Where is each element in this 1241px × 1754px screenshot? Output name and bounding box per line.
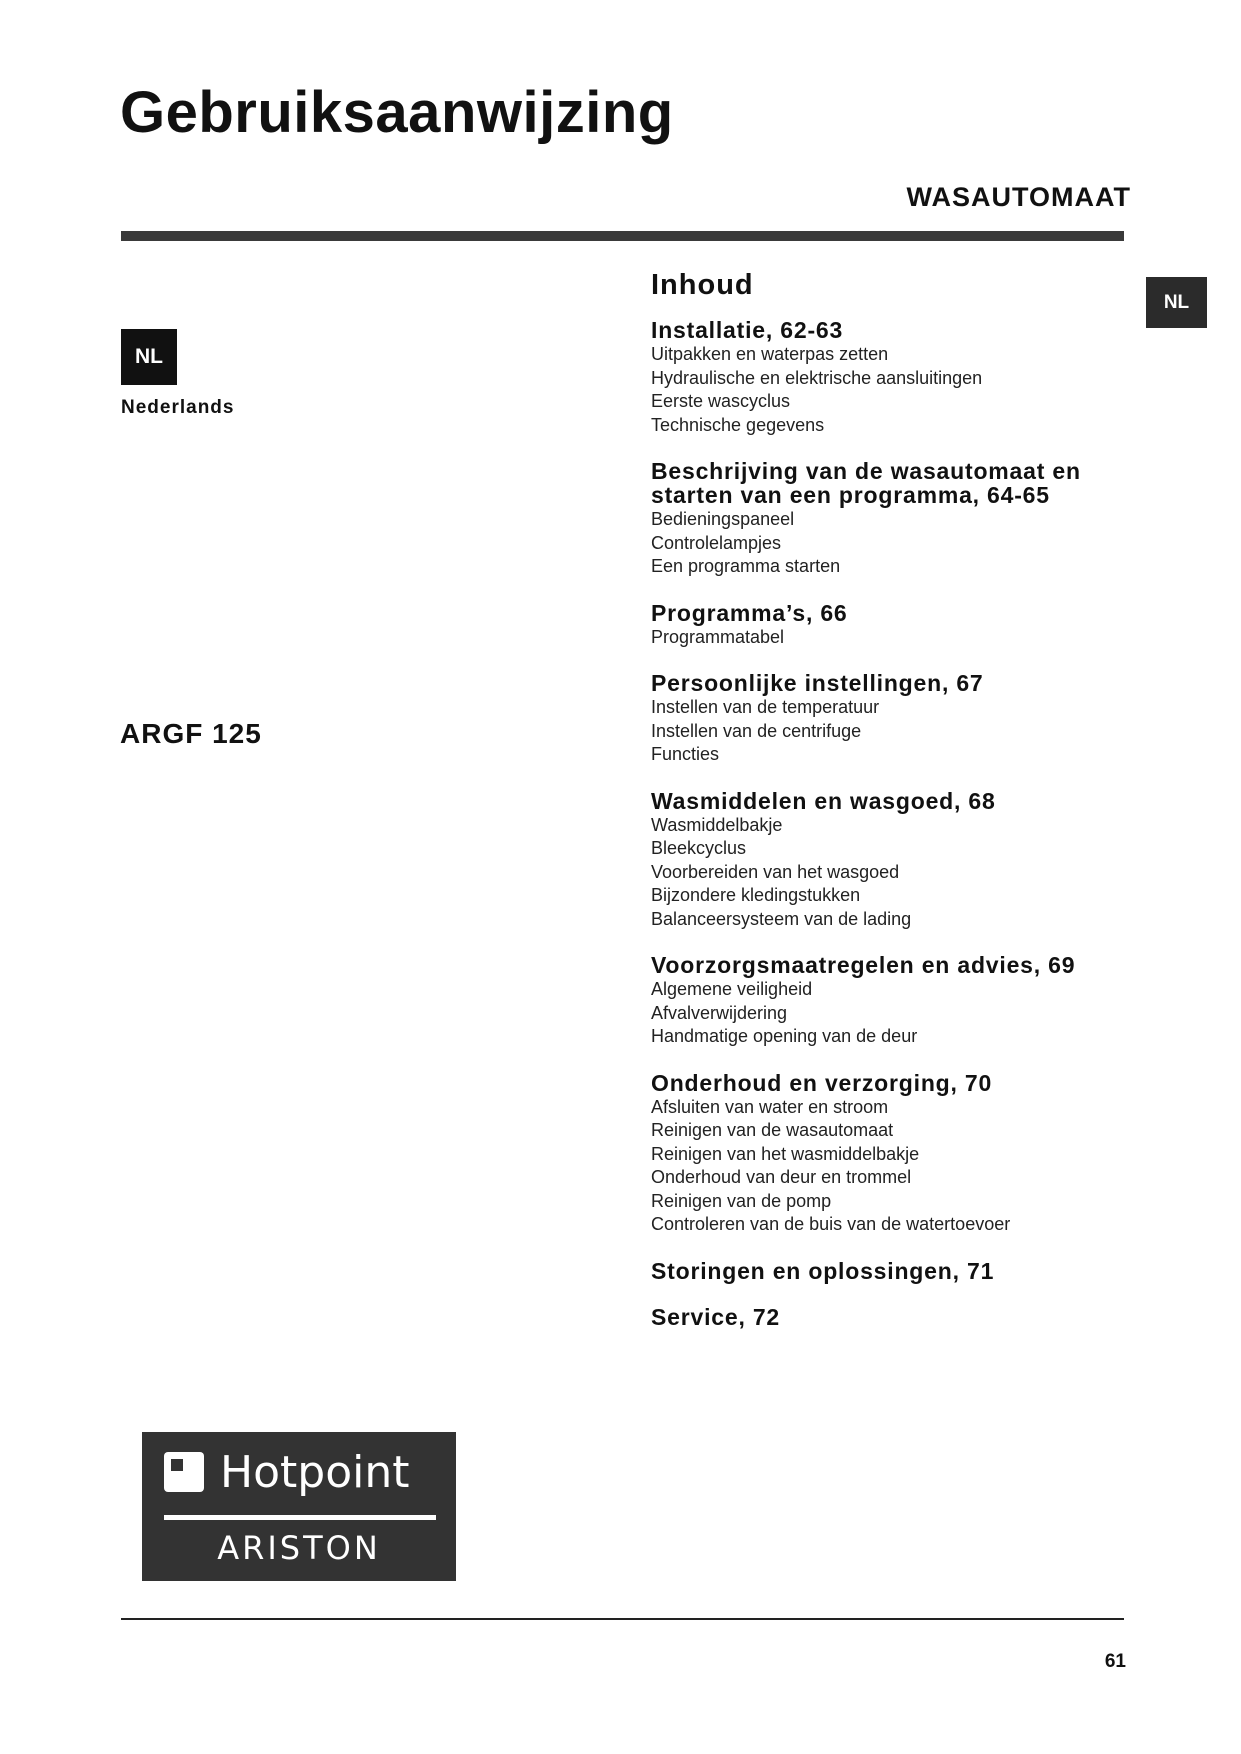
toc-item: Controleren van de buis van de watertoevoer <box>651 1214 1011 1234</box>
toc-section-title: Onderhoud en verzorging, 70 <box>651 1069 993 1096</box>
toc-section-title: Storingen en oplossingen, 71 <box>651 1257 995 1284</box>
footer-divider <box>121 1618 1124 1620</box>
logo-brand-text: Hotpoint <box>220 1447 410 1498</box>
toc-item: Balanceersysteem van de lading <box>651 908 912 929</box>
toc-section-title: Programma’s, 66 <box>651 599 848 626</box>
toc-section <box>651 1071 1151 1237</box>
toc-item: Technische gegevens <box>651 414 825 435</box>
table-of-contents <box>651 268 1151 1351</box>
logo-square-icon <box>164 1452 204 1492</box>
toc-item: Functies <box>651 744 720 764</box>
toc-item: Afsluiten van water en stroom <box>651 1096 889 1117</box>
toc-section <box>651 601 1151 650</box>
toc-item: Uitpakken en waterpas zetten <box>651 344 889 364</box>
toc-section <box>651 953 1151 1049</box>
logo-square-notch <box>171 1459 183 1471</box>
toc-item: Bijzondere kledingstukken <box>651 885 861 905</box>
toc-item: Voorbereiden van het wasgoed <box>651 861 900 882</box>
toc-section-list <box>651 318 1151 1329</box>
logo-divider-line <box>164 1515 436 1520</box>
toc-section <box>651 789 1151 932</box>
toc-item: Onderhoud van deur en trommel <box>651 1167 912 1187</box>
toc-item: Een programma starten <box>651 556 841 576</box>
toc-section-title: Beschrijving van de wasautomaat en starten van een programma, 64-65 <box>651 458 1081 508</box>
toc-item: Programmatabel <box>651 626 785 647</box>
toc-section <box>651 318 1151 437</box>
toc-section <box>651 671 1151 767</box>
toc-item: Bleekcyclus <box>651 838 747 858</box>
toc-item: Eerste wascyclus <box>651 391 791 411</box>
logo-sub-brand-text: ARISTON <box>217 1529 381 1567</box>
toc-item: Controlelampjes <box>651 532 782 553</box>
header-divider-bar <box>121 231 1124 241</box>
toc-item: Instellen van de temperatuur <box>651 697 880 717</box>
toc-section-title: Persoonlijke instellingen, 67 <box>651 670 984 696</box>
toc-heading: Inhoud <box>651 269 754 301</box>
toc-item: Handmatige opening van de deur <box>651 1026 918 1046</box>
toc-section-title: Installatie, 62-63 <box>651 317 844 343</box>
toc-section-title: Service, 72 <box>651 1303 781 1330</box>
toc-section <box>651 459 1151 579</box>
hotpoint-ariston-logo <box>142 1432 456 1581</box>
toc-item: Hydraulische en elektrische aansluitingen <box>651 367 983 388</box>
product-type-label: WASAUTOMAAT <box>906 182 1131 212</box>
language-badge: NL <box>121 329 177 385</box>
brand-logo-graphic <box>142 1432 456 1581</box>
toc-item: Afvalverwijdering <box>651 1002 788 1023</box>
page-number: 61 <box>1104 1651 1126 1672</box>
language-side-tab: NL <box>1146 277 1207 328</box>
toc-section-title: Wasmiddelen en wasgoed, 68 <box>651 787 996 814</box>
toc-item: Wasmiddelbakje <box>651 814 783 835</box>
toc-section-title: Voorzorgsmaatregelen en advies, 69 <box>651 952 1076 978</box>
toc-section <box>651 1305 1151 1329</box>
toc-item: Bedieningspaneel <box>651 509 795 529</box>
model-number: ARGF 125 <box>120 718 262 749</box>
language-name: Nederlands <box>121 397 235 418</box>
toc-item: Instellen van de centrifuge <box>651 720 862 741</box>
toc-item: Reinigen van het wasmiddelbakje <box>651 1143 920 1164</box>
toc-item: Reinigen van de pomp <box>651 1190 832 1211</box>
toc-item: Algemene veiligheid <box>651 979 813 999</box>
toc-item: Reinigen van de wasautomaat <box>651 1120 894 1140</box>
document-title: Gebruiksaanwijzing <box>120 80 674 145</box>
toc-section <box>651 1259 1151 1283</box>
